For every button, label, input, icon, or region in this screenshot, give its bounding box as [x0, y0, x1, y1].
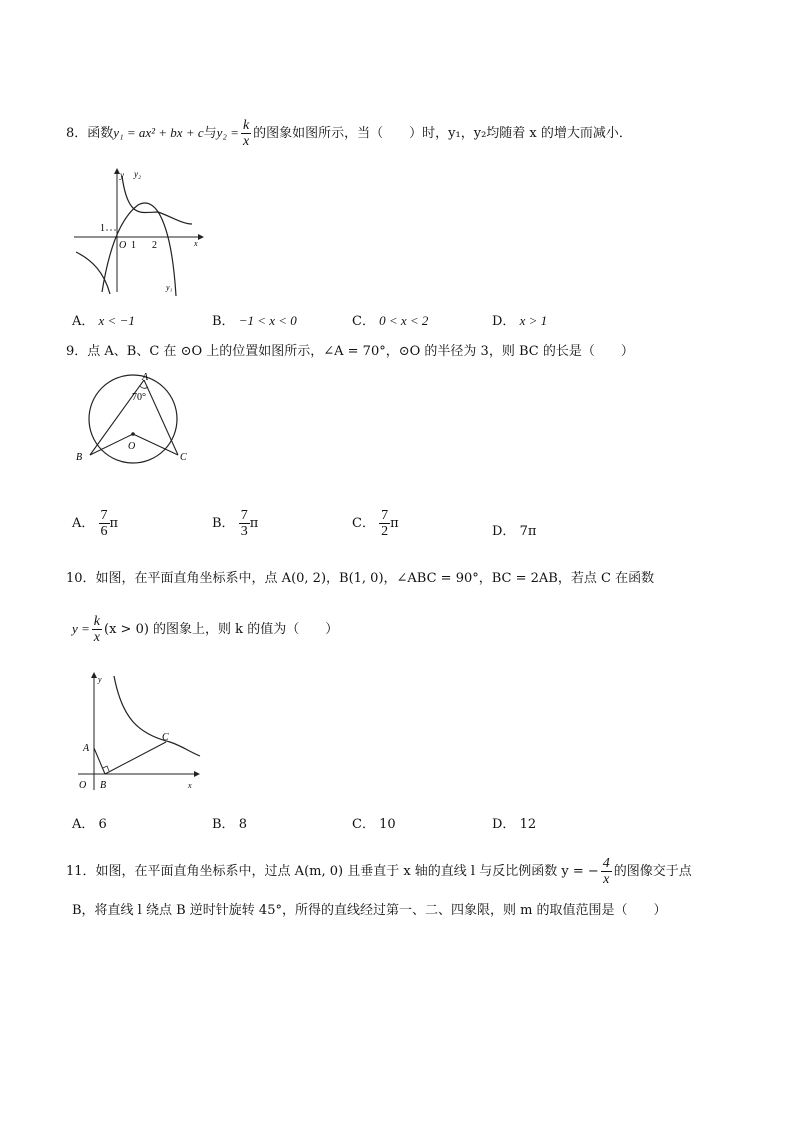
- q11-line2-text: B，将直线 l 绕点 B 逆时针旋转 45°，所得的直线经过第一、二、四象限，则 m 的取值范围是（ ）: [72, 903, 667, 918]
- q10-x-arrow: [194, 771, 200, 777]
- q9-option-c-letter: C．: [352, 516, 375, 531]
- q10-line1-text: 如图，在平面直角坐标系中，点 A(0, 2)，B(1, 0)，∠ABC = 90°，BC = 2AB，若点 C 在函数: [95, 571, 655, 586]
- q11-line1-b: 的图像交于点: [613, 864, 692, 879]
- q10-option-d[interactable]: [492, 813, 536, 832]
- q8-option-c[interactable]: [352, 310, 428, 329]
- q9-option-d-value: 7π: [519, 524, 537, 539]
- q11-line2: [72, 902, 667, 920]
- q10-option-a[interactable]: [72, 813, 107, 832]
- q9-option-c-fraction: [379, 508, 390, 539]
- q9-label-angle: 70°: [132, 392, 146, 403]
- q9-label-a: A: [142, 372, 149, 383]
- q8-text-with: 与: [203, 126, 217, 141]
- q8-text-rest: 的图象如图所示，当（ ）时，y₁，y₂均随着 x 的增大而减小．: [253, 126, 632, 141]
- q10-y-arrow: [91, 672, 97, 678]
- q9-option-c-den: 2: [381, 524, 389, 539]
- q10-option-d-letter: D．: [492, 817, 516, 832]
- q8-option-a[interactable]: [72, 310, 135, 329]
- q8-option-d[interactable]: [492, 310, 547, 329]
- q10-line2-lhs: y =: [72, 621, 90, 636]
- q8-y2-branch-left: [76, 252, 110, 294]
- q10-option-d-value: 12: [519, 817, 537, 832]
- q9-segment-oc: [133, 434, 178, 455]
- q8-option-c-value: 0 < x < 2: [379, 313, 429, 328]
- q8-label-one-x: 1: [131, 240, 136, 251]
- q10-option-a-letter: A．: [72, 817, 95, 832]
- q10-option-c[interactable]: [352, 813, 396, 832]
- q9-option-a[interactable]: [72, 508, 118, 539]
- q10-label-y: y: [98, 675, 102, 684]
- q10-figure: [74, 668, 204, 798]
- q9-label-c: C: [180, 452, 187, 463]
- q8-y1-curve: [102, 203, 176, 296]
- q10-line2-num: k: [93, 614, 101, 629]
- q8-option-c-letter: C．: [352, 314, 375, 329]
- q9-text: 点 A、B、C 在 ⊙O 上的位置如图所示，∠A = 70°，⊙O 的半径为 3，则 BC 的长是（ ）: [87, 344, 634, 359]
- q9-option-a-letter: A．: [72, 516, 95, 531]
- q10-option-b-letter: B．: [212, 817, 235, 832]
- q10-label-b: B: [100, 780, 107, 791]
- q8-option-b[interactable]: [212, 310, 297, 329]
- q9-option-a-den: 6: [100, 524, 108, 539]
- q8-x-arrow: [198, 234, 204, 240]
- q11-line1-a: 如图，在平面直角坐标系中，过点 A(m, 0) 且垂直于 x 轴的直线 l 与反比例函数 y = −: [95, 864, 599, 879]
- q10-option-a-value: 6: [98, 817, 107, 832]
- q9-option-b-letter: B．: [212, 516, 235, 531]
- q9-stem: [66, 343, 634, 361]
- q8-label-y1: y₁: [166, 283, 173, 292]
- q10-option-b[interactable]: [212, 813, 247, 832]
- q10-line1: [66, 570, 654, 588]
- q8-y2-lhs: y₂ =: [216, 125, 239, 140]
- q11-line1-num: 4: [602, 856, 610, 871]
- q8-option-d-value: x > 1: [519, 313, 548, 328]
- q10-option-c-value: 10: [379, 817, 396, 832]
- q10-option-c-letter: C．: [352, 817, 375, 832]
- q8-number: 8．: [66, 126, 88, 141]
- q8-option-a-value: x < −1: [98, 313, 135, 328]
- q11-number: 11．: [66, 864, 96, 879]
- q9-number: 9．: [66, 344, 88, 359]
- q8-y2-den: x: [242, 134, 250, 149]
- q10-hyperbola: [114, 676, 200, 756]
- q9-option-b[interactable]: [212, 508, 258, 539]
- q8-label-y: y: [120, 170, 124, 180]
- q8-stem: [66, 118, 632, 149]
- q9-option-b-pi: π: [249, 516, 259, 531]
- q8-label-one-y: 1: [100, 223, 105, 234]
- q9-option-a-fraction: [99, 508, 110, 539]
- q9-segment-ac: [144, 380, 178, 455]
- q11-line1-den: x: [603, 872, 610, 887]
- q9-option-b-fraction: [239, 508, 250, 539]
- q8-y2-branch-right: [122, 176, 192, 224]
- q11-line1-fraction: [601, 856, 612, 887]
- q9-option-b-num: 7: [240, 508, 248, 523]
- q9-option-d-letter: D．: [492, 524, 516, 539]
- q8-text-func: 函数: [87, 126, 114, 141]
- q8-y1-expr: y₁ = ax² + bx + c: [113, 125, 204, 140]
- q8-label-y2: y₂: [134, 169, 142, 179]
- q10-label-x: x: [188, 781, 192, 790]
- q10-label-a: A: [83, 743, 90, 754]
- q10-line2-fraction: [92, 614, 102, 645]
- q8-y2-fraction: [241, 118, 251, 149]
- q8-option-d-letter: D．: [492, 314, 516, 329]
- q8-option-b-value: −1 < x < 0: [238, 313, 297, 328]
- q9-figure: [74, 372, 199, 467]
- q10-label-o: O: [79, 780, 87, 791]
- q10-line2-den: x: [93, 630, 101, 645]
- q9-option-a-num: 7: [100, 508, 108, 523]
- q10-segment-bc: [105, 742, 166, 774]
- q8-option-a-letter: A．: [72, 314, 95, 329]
- q10-segment-ab: [94, 748, 105, 774]
- q9-option-d[interactable]: [492, 520, 536, 539]
- q8-y2-num: k: [242, 118, 250, 133]
- q9-option-c-num: 7: [381, 508, 389, 523]
- q10-line2: [72, 614, 338, 645]
- q10-number: 10．: [66, 571, 96, 586]
- q9-option-c[interactable]: [352, 508, 399, 539]
- q10-label-c: C: [162, 732, 169, 743]
- q8-label-origin: O: [119, 240, 127, 251]
- q9-option-a-pi: π: [109, 516, 119, 531]
- q9-label-b: B: [76, 452, 83, 463]
- q9-option-c-pi: π: [390, 516, 399, 531]
- q8-label-two-x: 2: [152, 240, 157, 251]
- q11-line1: [66, 856, 692, 887]
- q10-line2-rest: (x > 0) 的图象上，则 k 的值为（ ）: [104, 622, 339, 637]
- q9-label-o: O: [128, 441, 136, 452]
- q8-option-b-letter: B．: [212, 314, 235, 329]
- q9-option-b-den: 3: [240, 524, 248, 539]
- q10-option-b-value: 8: [238, 817, 247, 832]
- q8-label-x: x: [194, 239, 198, 248]
- q9-center-dot: [131, 432, 135, 436]
- q8-figure: [70, 160, 205, 300]
